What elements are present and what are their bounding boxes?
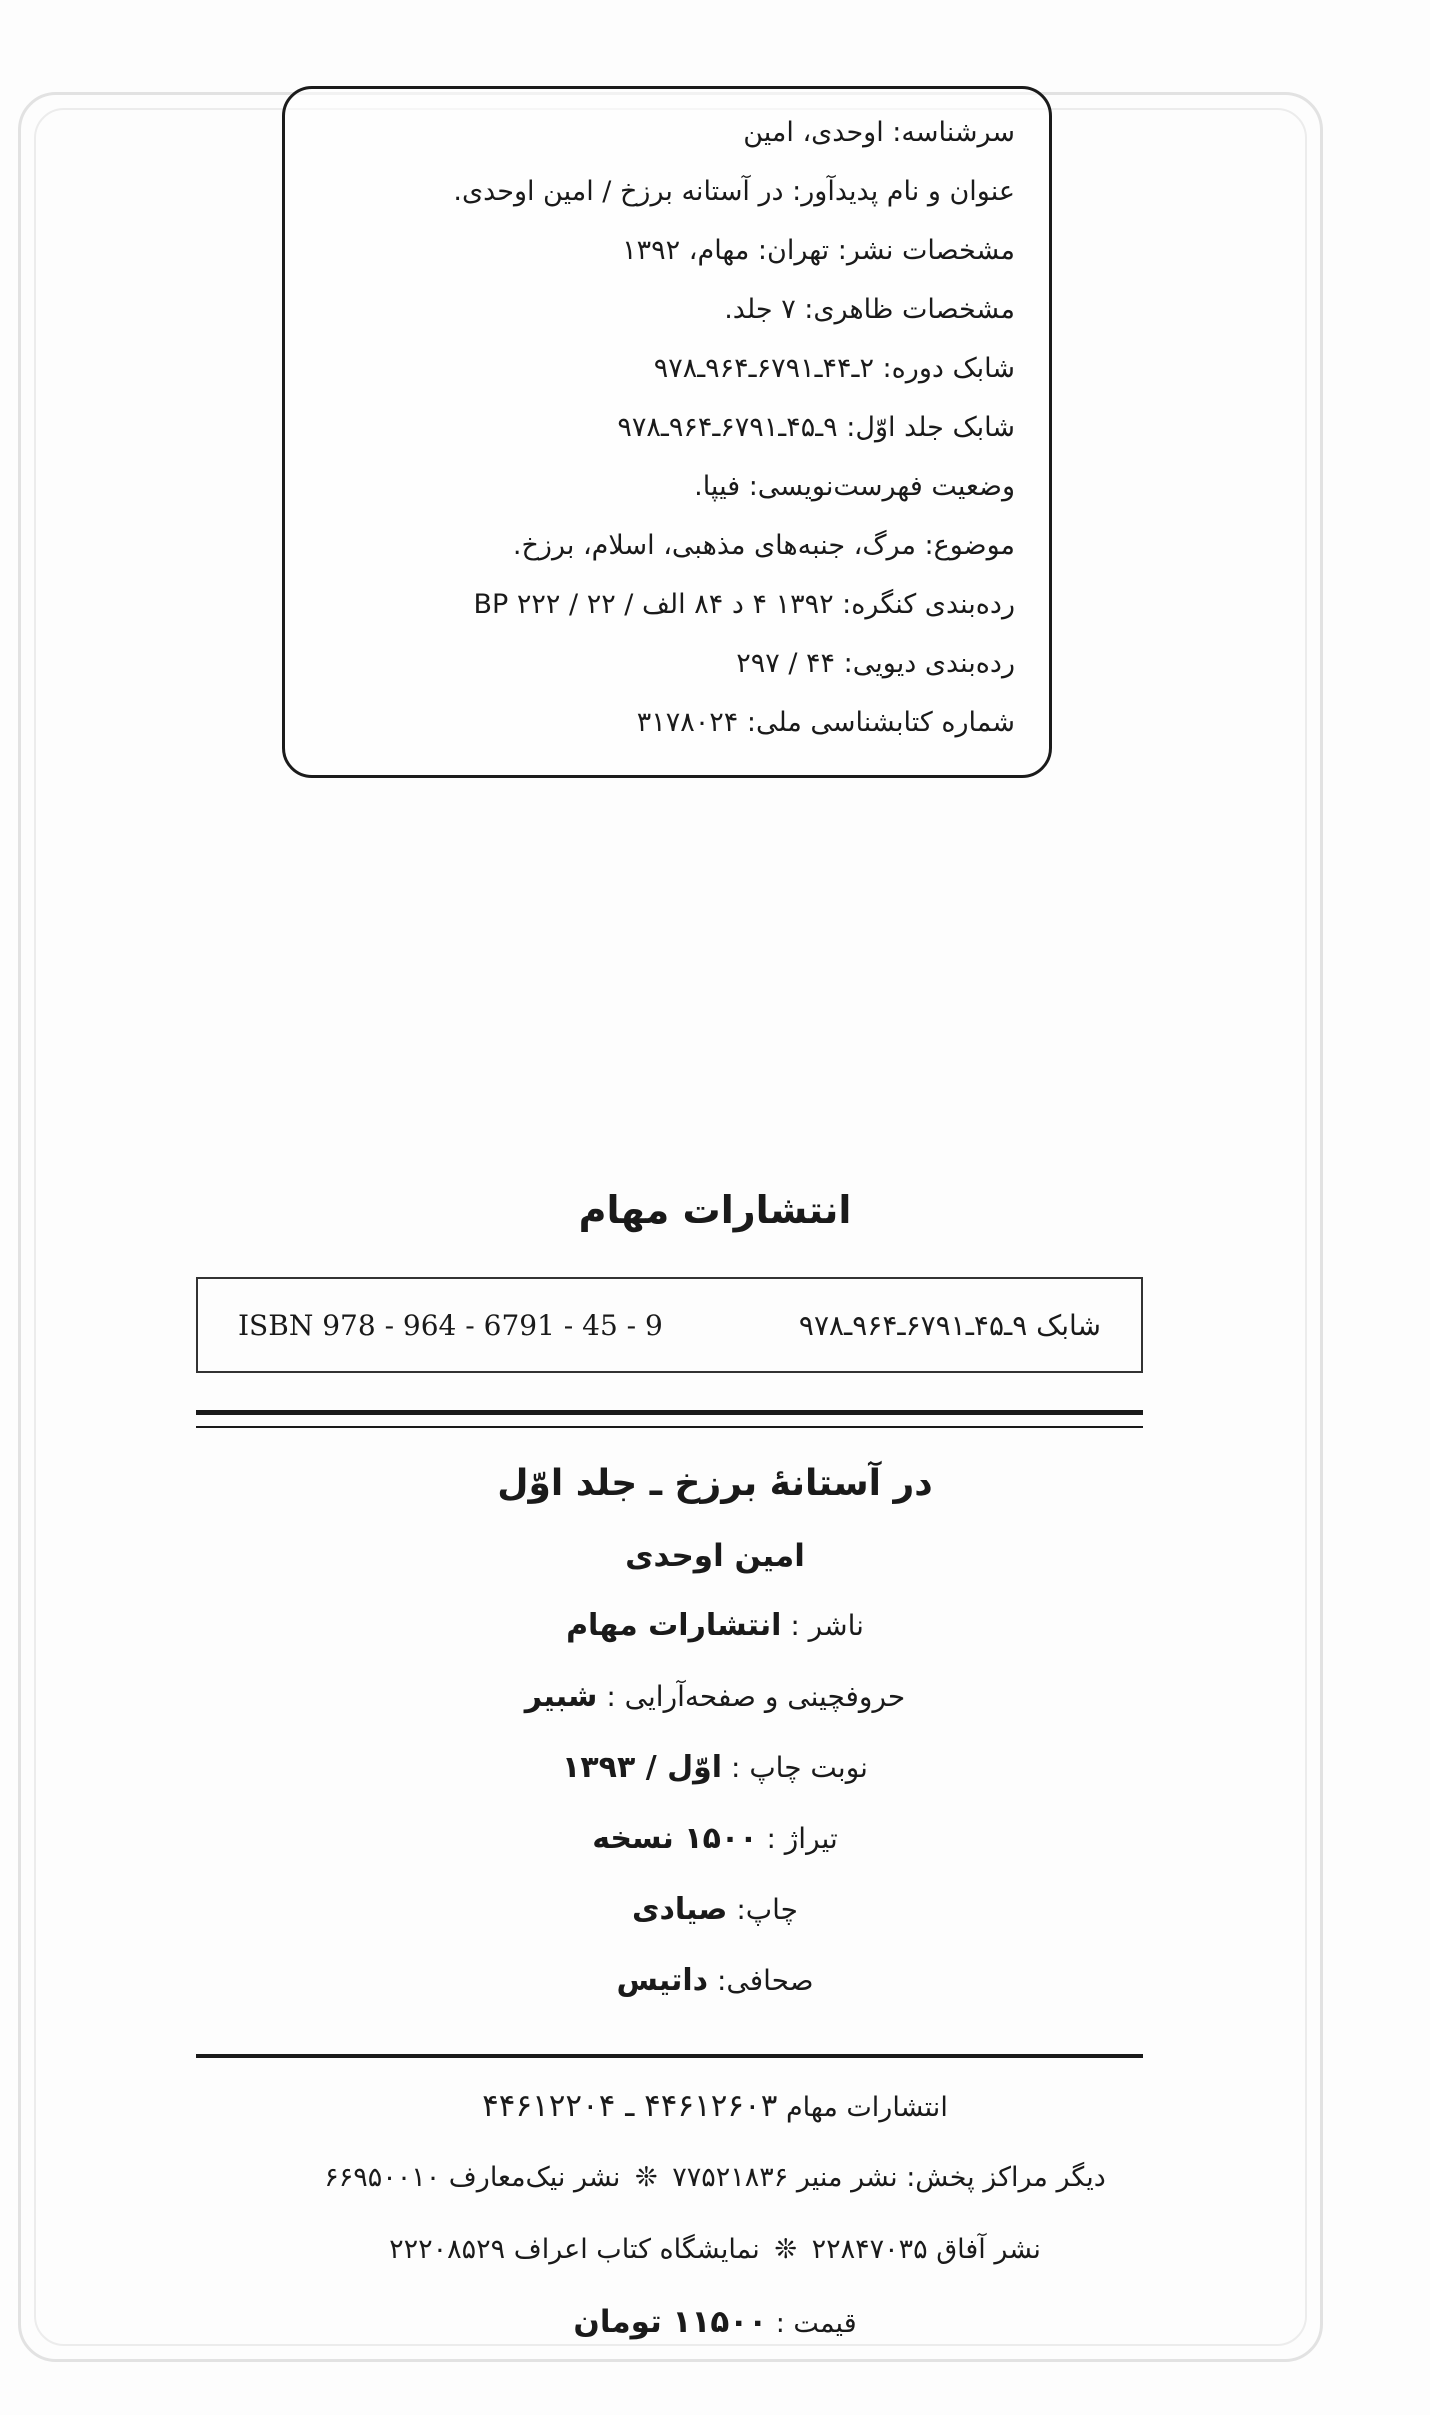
credit-circulation-value: ۱۵۰۰ نسخه xyxy=(592,1821,758,1856)
credit-print xyxy=(0,1874,1430,1945)
cip-isbn-set: شابک دوره: ۲ـ۴۴ـ۶۷۹۱ـ۹۶۴ـ۹۷۸ xyxy=(653,353,1015,384)
author-name: امین اوحدی xyxy=(625,1538,805,1574)
isbn-box xyxy=(196,1277,1143,1373)
distribution-line-1 xyxy=(0,2142,1430,2214)
price-line xyxy=(0,2286,1430,2358)
credit-edition-label: نوبت چاپ : xyxy=(730,1751,868,1784)
separator-star-icon-2: ❊ xyxy=(774,2234,797,2265)
divider-bottom xyxy=(196,2054,1143,2058)
cip-national-number: شماره کتابشناسی ملی: ۳۱۷۸۰۲۴ xyxy=(636,707,1015,738)
credit-typesetting xyxy=(0,1661,1430,1732)
center-nik-maaref: نشر نیک‌معارف ۶۶۹۵۰۰۱۰ xyxy=(324,2162,621,2193)
center-afagh: نشر آفاق ۲۲۸۴۷۰۳۵ xyxy=(811,2234,1041,2265)
credit-binding-value: داتیس xyxy=(616,1963,709,1998)
cip-lc-class: رده‌بندی کنگره: ۱۳۹۲ ۴ د ۸۴ الف / ۲۲ / BP ۲۲۲ xyxy=(473,589,1015,620)
credit-edition xyxy=(0,1732,1430,1803)
isbn-persian: شابک ۹ـ۴۵ـ۶۷۹۱ـ۹۶۴ـ۹۷۸ xyxy=(798,1308,1101,1342)
cip-physical: مشخصات ظاهری: ۷ جلد. xyxy=(724,294,1015,325)
cip-subject: موضوع: مرگ، جنبه‌های مذهبی، اسلام، برزخ. xyxy=(512,530,1015,561)
price-value: ۱۱۵۰۰ تومان xyxy=(573,2304,768,2340)
credit-publisher-value: انتشارات مهام xyxy=(566,1608,782,1643)
price-label: قیمت : xyxy=(775,2308,857,2339)
other-centers-label: دیگر مراکز پخش: xyxy=(906,2162,1106,2193)
divider-thick xyxy=(196,1410,1143,1415)
credit-circulation-label: تیراژ : xyxy=(766,1822,838,1855)
credit-binding-label: صحافی: xyxy=(716,1964,814,1997)
credit-print-label: چاپ: xyxy=(736,1893,798,1926)
cataloging-box xyxy=(282,86,1052,778)
cip-status: وضعیت فهرست‌نویسی: فیپا. xyxy=(694,471,1015,502)
cip-dewey: رده‌بندی دیویی: ۴۴ / ۲۹۷ xyxy=(736,648,1015,679)
publisher-phones-label: انتشارات مهام xyxy=(785,2092,948,2123)
credit-print-value: صیادی xyxy=(632,1892,728,1927)
cip-title: عنوان و نام پدیدآور: در آستانه برزخ / امین اوحدی. xyxy=(453,176,1015,207)
isbn-latin: ISBN 978 - 964 - 6791 - 45 - 9 xyxy=(238,1308,663,1342)
contact-section xyxy=(0,2070,1430,2358)
center-araf: نمایشگاه کتاب اعراف ۲۲۲۰۸۵۲۹ xyxy=(389,2234,760,2265)
credit-typesetting-value: شبیر xyxy=(524,1679,598,1714)
credits-section xyxy=(0,1446,1430,2016)
publisher-phones: ۴۴۶۱۲۶۰۳ ـ ۴۴۶۱۲۲۰۴ xyxy=(482,2088,778,2124)
cip-publication: مشخصات نشر: تهران: مهام، ۱۳۹۲ xyxy=(622,235,1015,266)
credit-typesetting-label: حروفچینی و صفحه‌آرایی : xyxy=(606,1680,906,1713)
cip-isbn-vol1: شابک جلد اوّل: ۹ـ۴۵ـ۶۷۹۱ـ۹۶۴ـ۹۷۸ xyxy=(617,412,1015,443)
publisher-title: انتشارات مهام xyxy=(578,1188,852,1232)
center-monir: نشر منیر ۷۷۵۲۱۸۳۶ xyxy=(672,2162,898,2193)
separator-star-icon: ❊ xyxy=(635,2162,658,2193)
divider-thin xyxy=(196,1426,1143,1428)
credit-binding xyxy=(0,1945,1430,2016)
book-title: در آستانهٔ برزخ ـ جلد اوّل xyxy=(497,1463,933,1504)
credit-circulation xyxy=(0,1803,1430,1874)
credit-publisher xyxy=(0,1590,1430,1661)
credit-publisher-label: ناشر : xyxy=(790,1609,864,1642)
credit-edition-value: اوّل / ۱۳۹۳ xyxy=(562,1750,723,1785)
distribution-line-2 xyxy=(0,2214,1430,2286)
publisher-phones-line xyxy=(0,2070,1430,2142)
cip-author: سرشناسه: اوحدی، امین xyxy=(743,117,1015,148)
